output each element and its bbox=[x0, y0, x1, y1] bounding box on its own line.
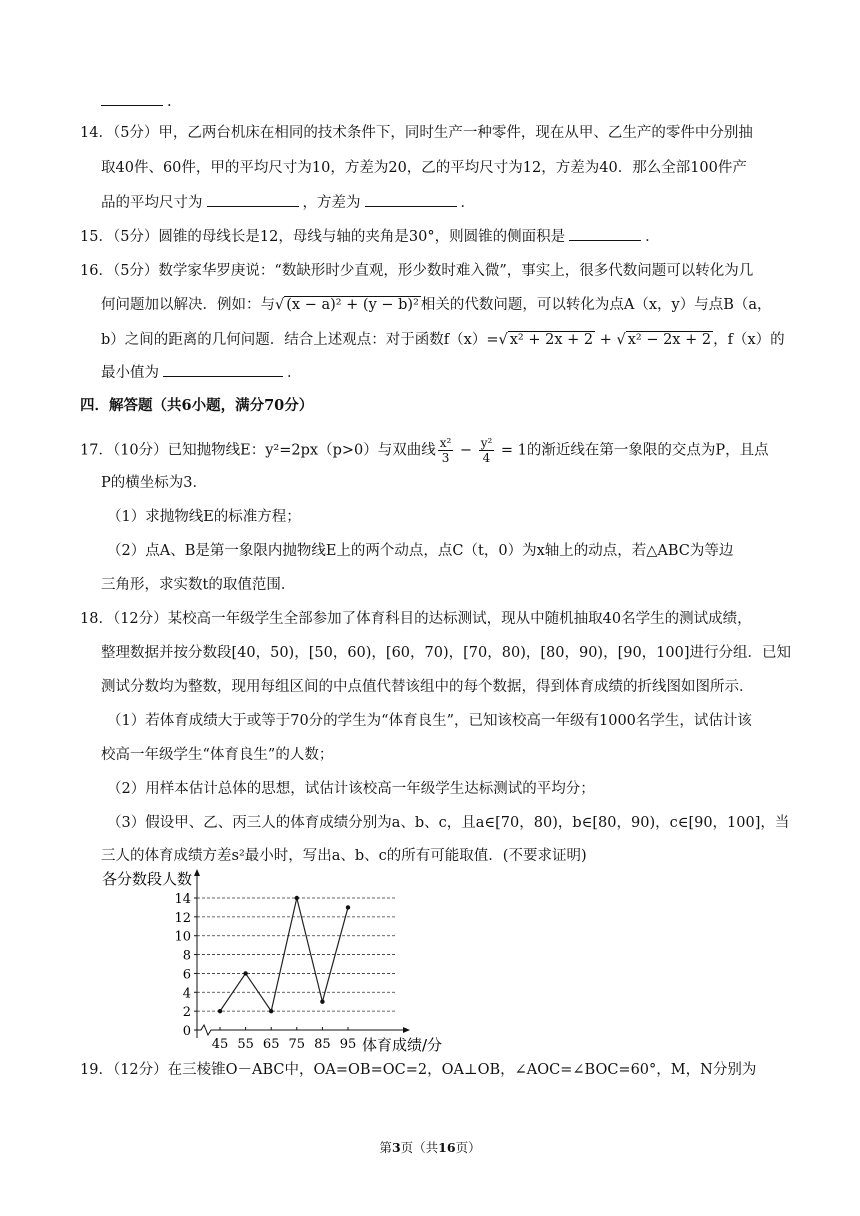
y-tick-label: 0 bbox=[182, 1024, 191, 1039]
data-point bbox=[320, 1000, 324, 1004]
chart-y-ticks bbox=[174, 892, 197, 1039]
question-18-line3: 测试分数均为整数，现用每组区间的中点值代替该组中的每个数据，得到体育成绩的折线图如图所示． bbox=[101, 679, 754, 695]
x-axis-arrow bbox=[403, 1027, 410, 1033]
question-17-line1: 17．（10分）已知抛物线E：y²=2px（p>0）与双曲线 $\frac{\text{x²}}{3}$ − $\frac{\text{y²}}{4}$ = 1的渐近线在第一象限的交点为P，且点 bbox=[80, 436, 769, 465]
x-tick-label: 65 bbox=[262, 1037, 280, 1052]
chart-x-label: 体育成绩/分 bbox=[362, 1036, 443, 1054]
question-19-line1: 19．（12分）在三棱锥O－ABC中，OA=OB=OC=2，OA⊥OB，∠AOC=∠BOC=60°，M，N分别为 bbox=[80, 1062, 757, 1078]
x-tick-label: 95 bbox=[339, 1037, 357, 1052]
chart-axes bbox=[194, 869, 410, 1038]
answer-blank bbox=[207, 192, 299, 207]
data-point bbox=[295, 896, 299, 900]
y-tick-label: 2 bbox=[182, 1005, 191, 1021]
question-16-line4: 最小值为 ． bbox=[101, 362, 302, 383]
section-heading: 四．解答题（共6小题，满分70分） bbox=[80, 397, 314, 414]
data-point bbox=[218, 1009, 222, 1013]
x-tick-label: 45 bbox=[211, 1037, 229, 1052]
y-tick-label: 8 bbox=[182, 948, 191, 964]
chart-grid bbox=[197, 898, 395, 1011]
question-14-line2: 取40件、60件，甲的平均尺寸为10，方差为20，乙的平均尺寸为12，方差为40．那么全部100件产 bbox=[101, 160, 747, 176]
chart-x-ticks bbox=[212, 1027, 357, 1052]
y-tick-label: 14 bbox=[174, 892, 191, 907]
question-18-part2: （2）用样本估计总体的思想，试估计该校高一年级学生达标测试的平均分； bbox=[107, 781, 595, 797]
answer-blank bbox=[569, 226, 641, 241]
x-tick-label: 85 bbox=[314, 1037, 331, 1052]
y-tick-label: 4 bbox=[182, 986, 191, 1002]
y-axis-arrow bbox=[194, 869, 200, 876]
answer-blank bbox=[101, 91, 163, 106]
chart-y-label: 各分数段人数 bbox=[102, 870, 193, 888]
page-footer: 第3页（共16页） bbox=[379, 1140, 481, 1155]
sqrt-expression: x² − 2x + 2 bbox=[627, 332, 712, 348]
question-17-part2-line1: （2）点A、B是第一象限内抛物线E上的两个动点，点C（t，0）为x轴上的动点，若△ABC为等边 bbox=[107, 543, 734, 559]
fraction: $\frac{\text{y²}}{4}$ bbox=[480, 436, 493, 465]
y-tick-label: 10 bbox=[174, 929, 191, 945]
prev-question-tail: . bbox=[101, 91, 172, 112]
question-18-part3-line1: （3）假设甲、乙、丙三人的体育成绩分别为a、b、c，且a∈[70，80)，b∈[80，90)，c∈[90，100]，当 bbox=[107, 815, 790, 831]
question-14-line3: 品的平均尺寸为 ，方差为 ． bbox=[101, 192, 475, 213]
question-18-part1-line1: （1）若体育成绩大于或等于70分的学生为“体育良生”，已知该校高一年级有1000名学生，试估计该 bbox=[107, 713, 752, 729]
sqrt-expression: (x − a)² + (y − b)² bbox=[286, 297, 419, 313]
fraction: $\frac{\text{x²}}{3}$ bbox=[439, 436, 452, 465]
sqrt-expression: x² + 2x + 2 bbox=[509, 332, 594, 348]
y-tick-label: 12 bbox=[174, 910, 191, 926]
question-18-line1: 18．（12分）某校高一年级学生全部参加了体育科目的达标测试，现从中随机抽取40名学生的测试成绩， bbox=[80, 611, 752, 627]
question-15: 15．（5分）圆锥的母线长是12，母线与轴的夹角是30°，则圆锥的侧面积是 ． bbox=[80, 226, 660, 247]
question-14-line1: 14．（5分）甲，乙两台机床在相同的技术条件下，同时生产一种零件，现在从甲、乙生产的零件中分别抽 bbox=[80, 125, 753, 141]
question-17-part2-line2: 三角形，求实数t的取值范围． bbox=[101, 577, 296, 593]
x-tick-label: 75 bbox=[288, 1037, 306, 1052]
data-point bbox=[243, 971, 247, 975]
line-chart bbox=[100, 868, 460, 1058]
question-17-line2: P的横坐标为3． bbox=[101, 475, 207, 491]
question-17-part1: （1）求抛物线E的标准方程； bbox=[107, 509, 301, 525]
question-16-line3: b）之间的距离的几何问题．结合上述观点：对于函数f（x）=√ x² + 2x + 2 + √ x² − 2x + 2 ，f（x）的 bbox=[101, 332, 785, 348]
question-18-part1-line2: 校高一年级学生“体育良生”的人数； bbox=[101, 747, 334, 763]
data-point bbox=[346, 905, 350, 909]
answer-blank bbox=[365, 192, 457, 207]
question-18-part3-line2: 三人的体育成绩方差s²最小时，写出a、b、c的所有可能取值．(不要求证明) bbox=[101, 848, 587, 864]
question-18-line2: 整理数据并按分数段[40，50)，[50，60)，[60，70)，[70，80)，[80，90)，[90，100]进行分组．已知 bbox=[101, 645, 792, 661]
answer-blank bbox=[163, 362, 283, 377]
data-point bbox=[269, 1009, 273, 1013]
x-tick-label: 55 bbox=[237, 1037, 254, 1052]
question-16-line2: 何问题加以解决．例如：与√ (x − a)² + (y − b)² 相关的代数问题，可以转化为点A（x，y）与点B（a， bbox=[101, 297, 772, 313]
question-16-line1: 16．（5分）数学家华罗庚说：“数缺形时少直观，形少数时难入微”，事实上，很多代数问题可以转化为几 bbox=[80, 263, 754, 279]
x-axis bbox=[197, 1025, 405, 1035]
y-tick-label: 6 bbox=[182, 967, 191, 983]
